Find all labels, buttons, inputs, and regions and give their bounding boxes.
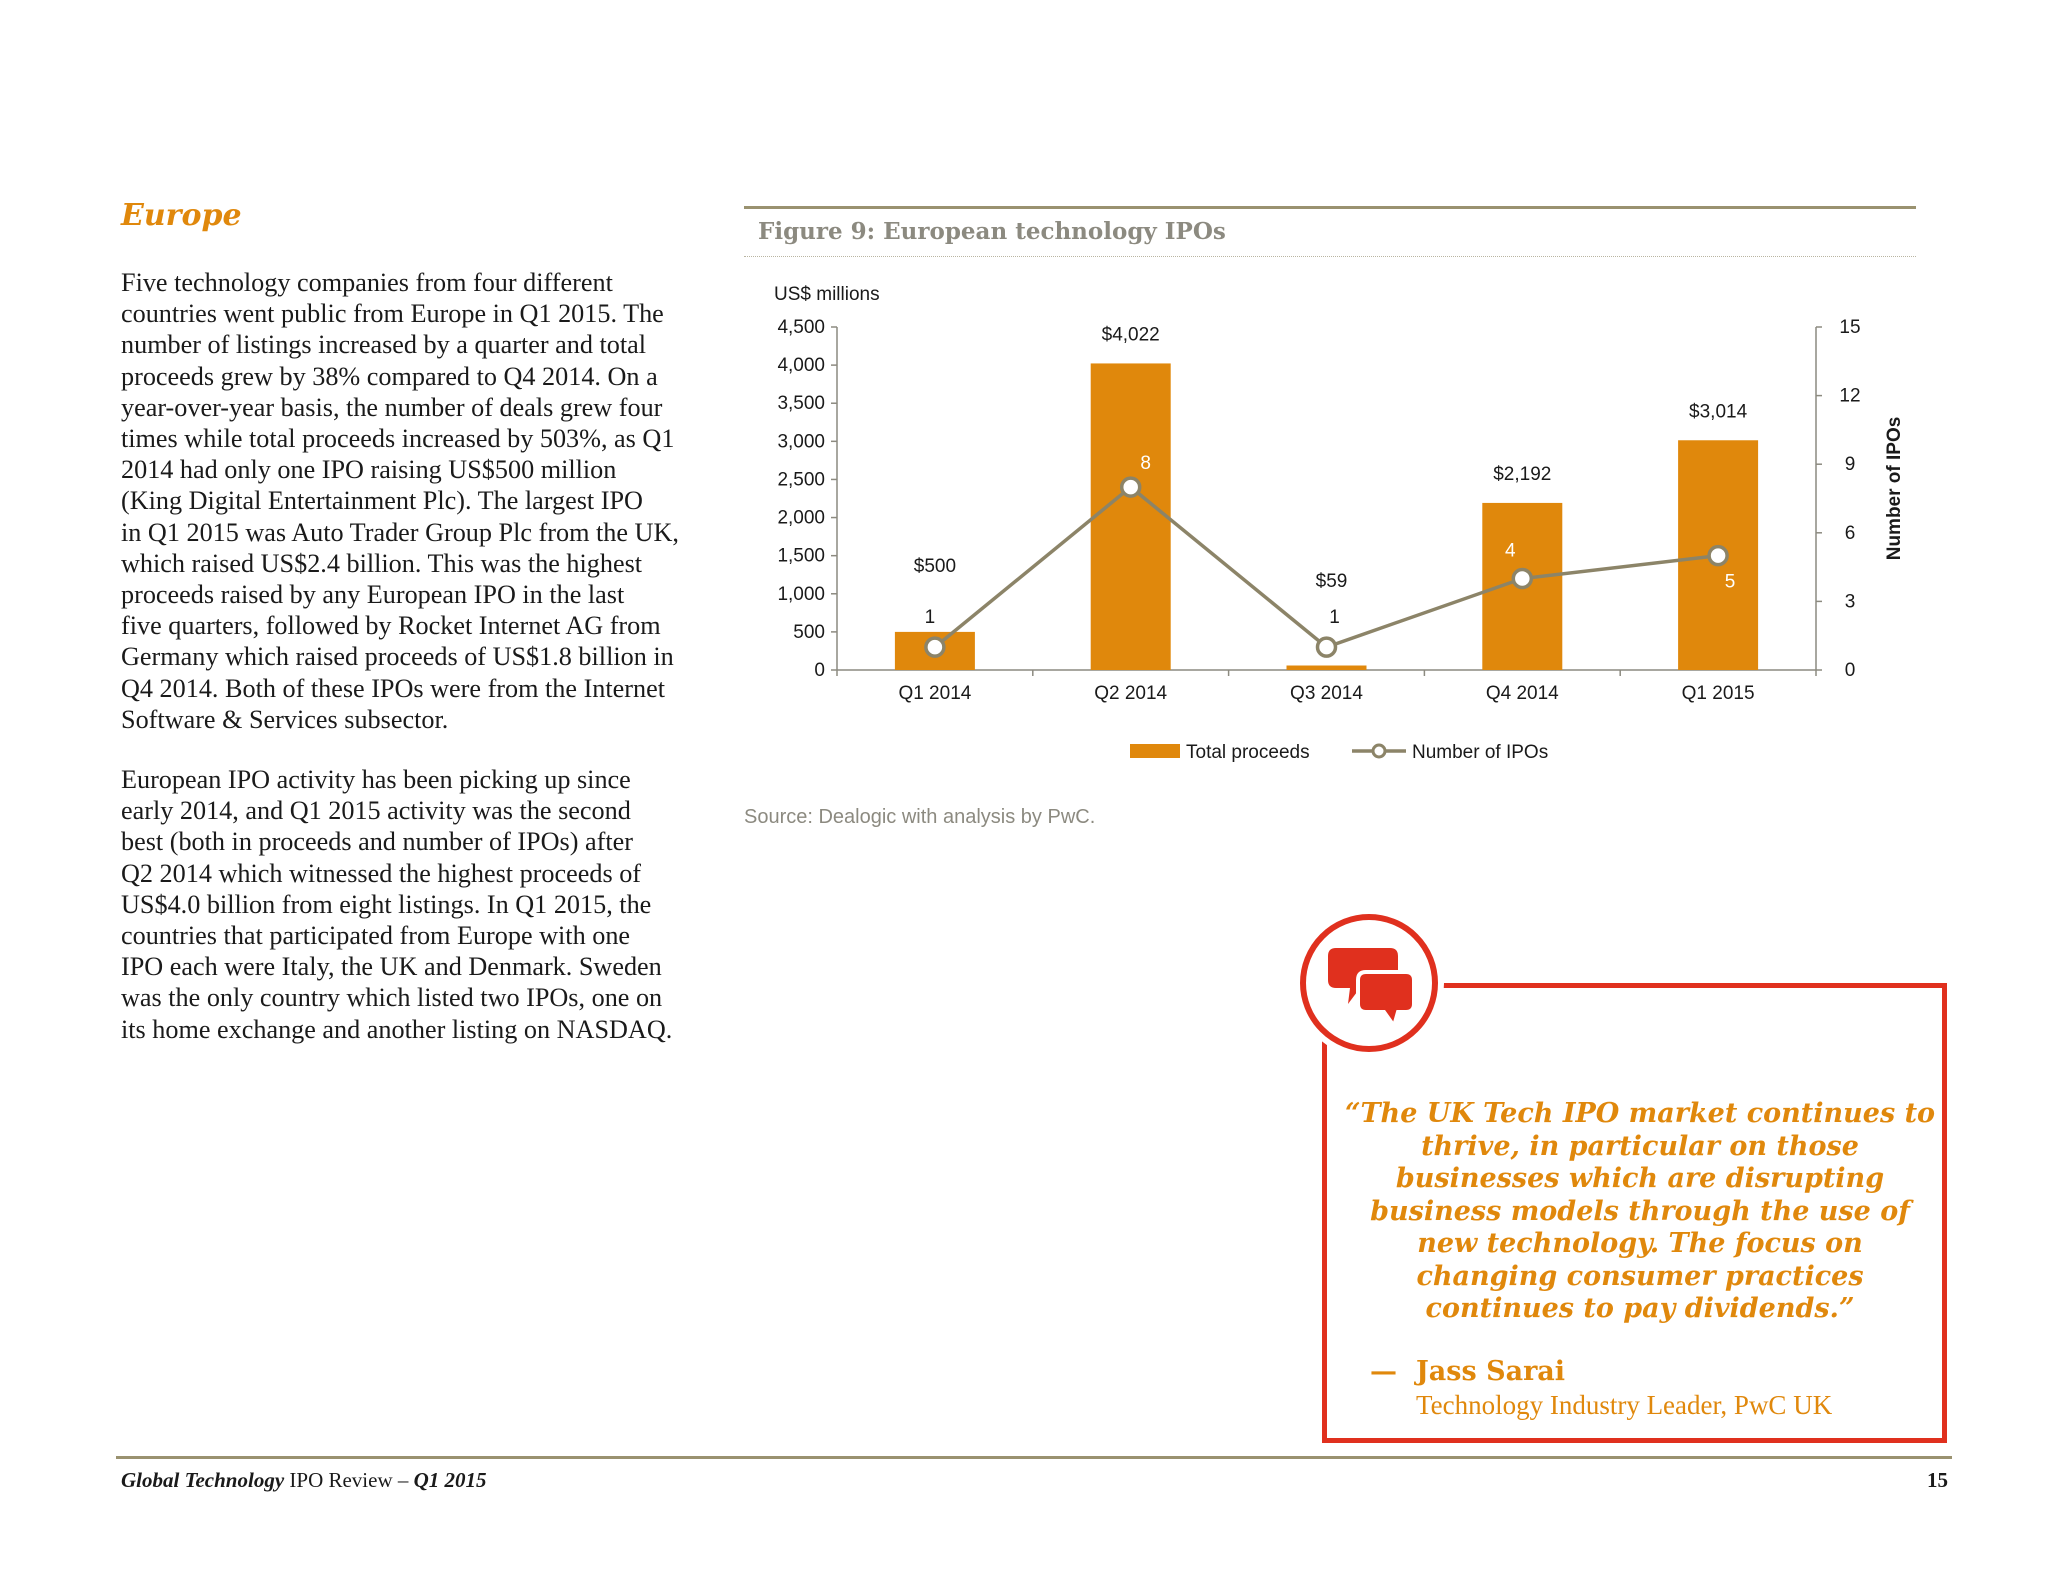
legend-swatch-total-proceeds xyxy=(1130,744,1180,758)
point-number-of-ipos xyxy=(1513,570,1531,588)
y2-tick-label: 9 xyxy=(1844,454,1856,476)
legend-marker-number-of-ipos xyxy=(1373,745,1385,757)
point-value-label: 5 xyxy=(1724,571,1736,593)
y-tick-label: 2,000 xyxy=(777,507,825,529)
y2-axis-title: Number of IPOs xyxy=(1884,416,1905,561)
point-number-of-ipos xyxy=(1122,478,1140,496)
line-number-of-ipos xyxy=(935,487,1718,647)
footer-title xyxy=(121,1468,487,1493)
y-tick-label: 500 xyxy=(793,621,825,643)
quote-icon-badge xyxy=(1294,908,1444,1058)
y-tick-label: 3,000 xyxy=(777,431,825,453)
footer-title-plain: IPO Review – xyxy=(284,1468,414,1492)
bar-total-proceeds xyxy=(1287,666,1367,670)
x-tick-label: Q3 2014 xyxy=(1290,683,1363,704)
footer-title-period: Q1 2015 xyxy=(413,1468,487,1492)
body-paragraph-1: Five technology companies from four different countries went public from Europe in Q1 2015. The number of listings increased by a quarter and total proceeds grew by 38% compared to Q4 2014. On a year-over-year basis, the number of deals grew four times while total proceeds increased by 503%, as Q1 2014 had only one IPO raising US$500 million (King Digital Entertainment Plc). The largest IPO in Q1 2015 was Auto Trader Group Plc from the UK, which raised US$2.4 billion. This was the highest proceeds raised by any European IPO in the last five quarters, followed by Rocket Internet AG from Germany which raised proceeds of US$1.8 billion in Q4 2014. Both of these IPOs were from the Internet Software & Services subsector. xyxy=(121,268,679,734)
quote-text: “The UK Tech IPO market continues to thrive, in particular on those businesses which are disrupting business models through the use of new technology. The focus on changing consumer practices continues to pay dividends.” xyxy=(1344,1098,1936,1324)
y-axis-title: US$ millions xyxy=(774,284,880,305)
y2-tick-label: 0 xyxy=(1844,660,1856,681)
y-tick-label: 4,000 xyxy=(777,355,825,377)
x-tick-label: Q2 2014 xyxy=(1094,683,1168,704)
y-tick-label: 1,500 xyxy=(777,545,825,567)
y2-tick-label: 6 xyxy=(1844,522,1856,544)
attribution-dash: — xyxy=(1370,1356,1397,1387)
y2-tick-label: 15 xyxy=(1839,317,1861,338)
point-value-label: 1 xyxy=(924,607,936,629)
body-paragraph-2: European IPO activity has been picking up since early 2014, and Q1 2015 activity was the second best (both in proceeds and number of IPOs) after Q2 2014 which witnessed the highest proceeds of US$4.0 billion from eight listings. In Q1 2015, the countries that participated from Europe with one IPO each were Italy, the UK and Denmark. Sweden was the only country which listed two IPOs, one on its home exchange and another listing on NASDAQ. xyxy=(121,765,673,1044)
bar-value-label: $2,192 xyxy=(1493,463,1552,485)
footer-rule xyxy=(116,1456,1952,1459)
section-heading: Europe xyxy=(121,198,242,233)
point-number-of-ipos xyxy=(1709,547,1727,565)
x-tick-label: Q1 2014 xyxy=(898,683,972,704)
legend-label-total-proceeds: Total proceeds xyxy=(1186,742,1310,763)
point-number-of-ipos xyxy=(926,638,944,656)
figure-top-rule xyxy=(744,206,1916,209)
attribution-name: Jass Sarai xyxy=(1416,1356,1566,1387)
y-tick-label: 0 xyxy=(814,660,825,681)
point-value-label: 4 xyxy=(1505,540,1516,562)
bar-value-label: $500 xyxy=(913,555,957,577)
legend-label-number-of-ipos: Number of IPOs xyxy=(1412,742,1549,763)
y2-tick-label: 12 xyxy=(1839,385,1861,407)
y-tick-label: 1,000 xyxy=(777,583,825,605)
y-tick-label: 2,500 xyxy=(777,469,825,491)
figure-divider xyxy=(744,256,1916,257)
x-tick-label: Q1 2015 xyxy=(1681,683,1755,704)
european-tech-ipos-chart xyxy=(744,270,1916,780)
point-value-label: 8 xyxy=(1140,453,1151,475)
footer-title-italic: Global Technology xyxy=(121,1468,285,1492)
figure-title: Figure 9: European technology IPOs xyxy=(758,218,1226,245)
x-tick-label: Q4 2014 xyxy=(1485,683,1559,704)
y2-tick-label: 3 xyxy=(1844,591,1856,613)
bar-value-label: $59 xyxy=(1315,571,1348,593)
bar-total-proceeds xyxy=(1091,363,1171,670)
point-value-label: 1 xyxy=(1329,607,1340,629)
bar-value-label: $4,022 xyxy=(1101,324,1160,346)
y-tick-label: 4,500 xyxy=(777,317,825,338)
page-number: 15 xyxy=(1927,1468,1948,1492)
bar-value-label: $3,014 xyxy=(1689,401,1748,423)
attribution-role: Technology Industry Leader, PwC UK xyxy=(1416,1390,1833,1420)
point-number-of-ipos xyxy=(1318,638,1336,656)
figure-source: Source: Dealogic with analysis by PwC. xyxy=(744,806,1096,828)
speech-bubbles-icon xyxy=(1294,908,1444,1058)
y-tick-label: 3,500 xyxy=(777,393,825,415)
